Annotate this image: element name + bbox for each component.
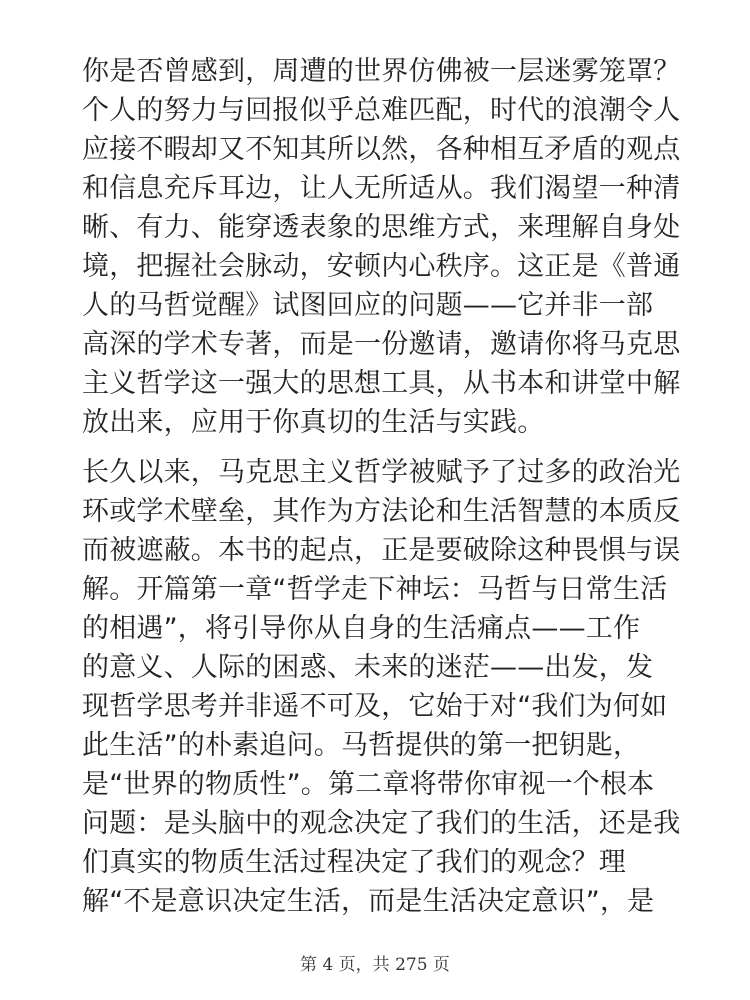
- text-line: 高深的学术专著，而是一份邀请，邀请你将马克思: [82, 329, 681, 360]
- text-line: 解。开篇第一章“哲学走下神坛：马哲与日常生活: [82, 574, 668, 605]
- text-line: 放出来，应用于你真切的生活与实践。: [82, 407, 545, 438]
- text-line: 和信息充斥耳边，让人无所适从。我们渴望一种清: [82, 173, 681, 204]
- text-line: 而被遮蔽。本书的起点，正是要破除这种畏惧与误: [82, 535, 681, 566]
- text-line: 解“不是意识决定生活，而是生活决定意识”，是: [82, 886, 655, 917]
- text-line: 晰、有力、能穿透表象的思维方式，来理解自身处: [82, 212, 681, 243]
- text-line: 个人的努力与回报似乎总难匹配，时代的浪潮令人: [82, 95, 681, 126]
- text-line: 长久以来，马克思主义哲学被赋予了过多的政治光: [82, 457, 681, 488]
- text-line: 现哲学思考并非遥不可及，它始于对“我们为何如: [82, 691, 668, 722]
- page-number-footer: 第 4 页，共 275 页: [300, 955, 450, 975]
- text-line: 问题：是头脑中的观念决定了我们的生活，还是我: [82, 808, 681, 839]
- text-line: 们真实的物质生活过程决定了我们的观念？理: [82, 847, 626, 878]
- paragraph-spacer: [82, 442, 672, 453]
- text-line: 主义哲学这一强大的思想工具，从书本和讲堂中解: [82, 368, 681, 399]
- text-line: 境，把握社会脉动，安顿内心秩序。这正是《普通: [82, 251, 681, 282]
- text-line: 人的马哲觉醒》试图回应的问题——它并非一部: [82, 290, 654, 321]
- text-line: 的相遇”，将引导你从自身的生活痛点——工作: [82, 613, 641, 644]
- text-line: 应接不暇却又不知其所以然，各种相互矛盾的观点: [82, 134, 681, 165]
- text-line: 是“世界的物质性”。第二章将带你审视一个根本: [82, 769, 655, 800]
- text-line: 你是否曾感到，周遭的世界仿佛被一层迷雾笼罩？: [82, 56, 681, 87]
- text-line: 的意义、人际的困惑、未来的迷茫——出发，发: [82, 652, 654, 683]
- text-line: 此生活”的朴素追问。马哲提供的第一把钥匙，: [82, 730, 641, 761]
- text-line: 环或学术壁垒，其作为方法论和生活智慧的本质反: [82, 496, 681, 527]
- body-text: [82, 52, 681, 921]
- paragraph-1: [82, 52, 681, 442]
- paragraph-2: [82, 453, 681, 921]
